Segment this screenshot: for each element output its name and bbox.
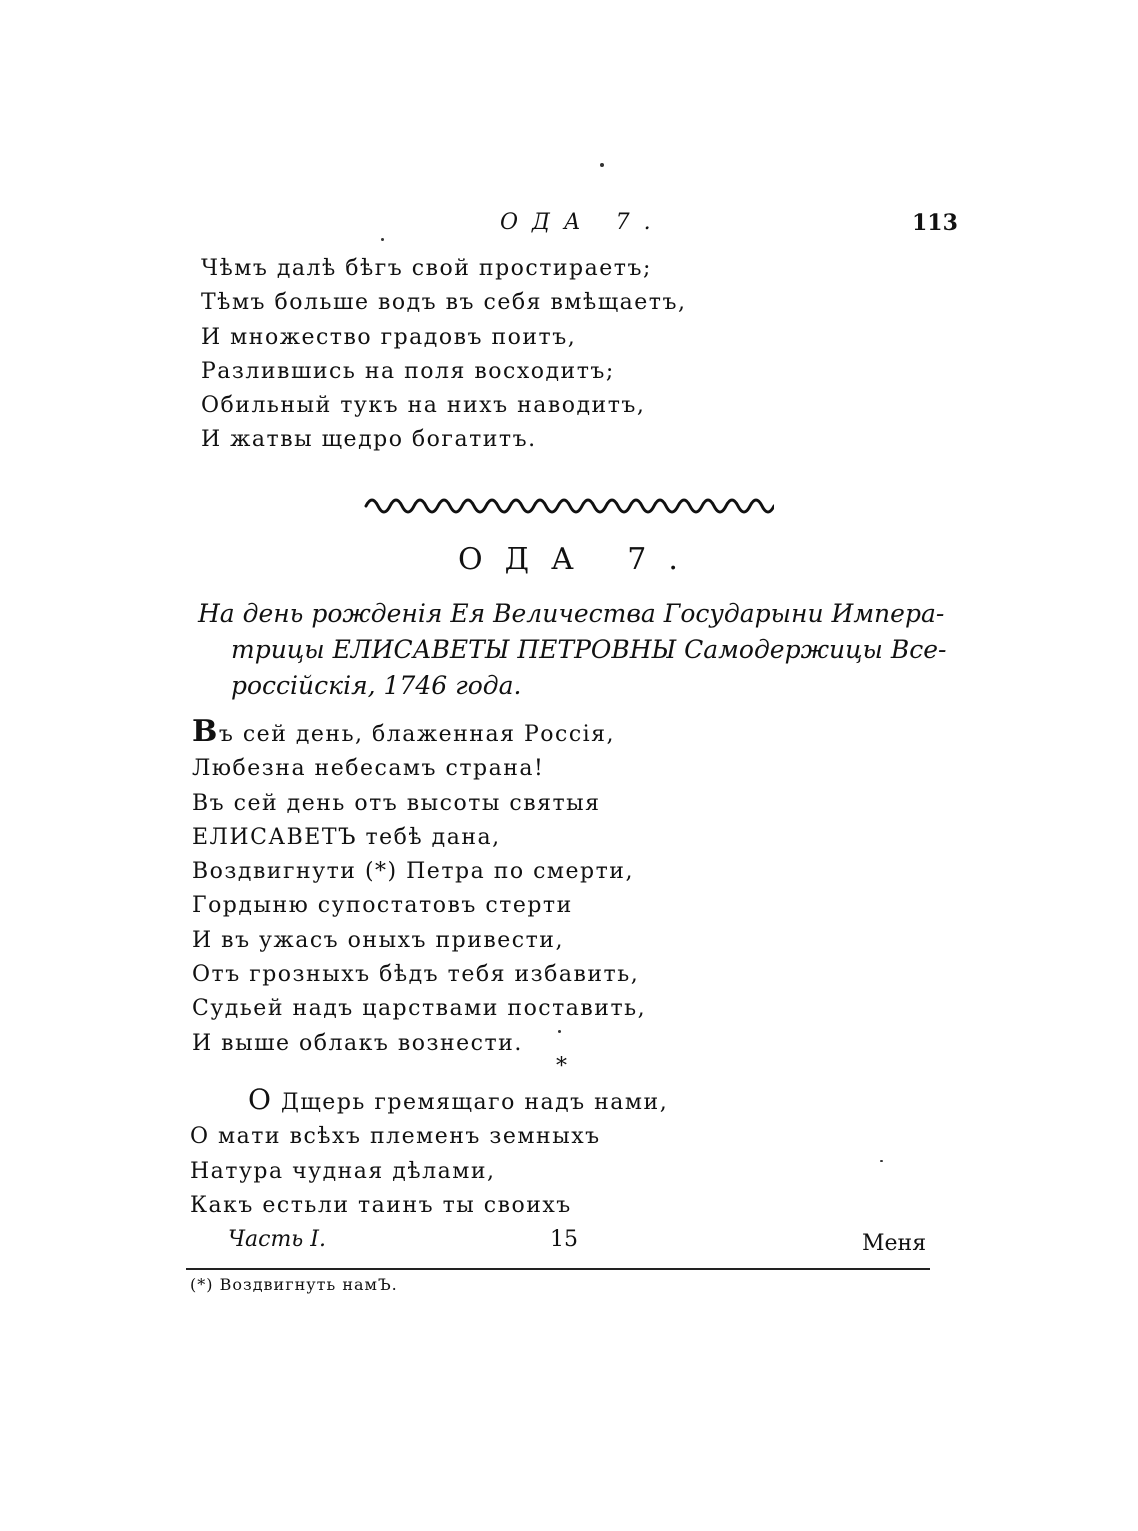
verse-line: И въ ужасъ оныхъ привести, <box>192 927 564 953</box>
running-title: ОДА 7. <box>500 210 665 235</box>
verse-line: Разлившись на поля восходитъ; <box>201 358 615 384</box>
verse-line: Натура чудная дѣлами, <box>190 1158 496 1184</box>
verse-line: Гордыню супостатовъ стерти <box>192 893 573 919</box>
stanza-2 <box>190 1083 668 1223</box>
verse-line: И множество градовъ поитъ, <box>201 324 577 350</box>
catchword: Меня <box>862 1231 927 1256</box>
verse-line: Какъ естьли таинъ ты своихъ <box>190 1192 572 1218</box>
verse-line <box>192 715 646 752</box>
verse-line: О мати всѣхъ племенъ земныхъ <box>190 1124 601 1150</box>
sheet-number: 15 <box>550 1227 578 1252</box>
ode-title: ОДА 7. <box>458 542 700 577</box>
verse-line: И жатвы щедро богатитъ. <box>201 427 537 453</box>
verse-line: Любезна небесамъ страна! <box>192 756 545 782</box>
print-speck <box>558 1030 561 1033</box>
verse-line <box>190 1083 668 1120</box>
stanza-separator: * <box>556 1054 567 1079</box>
subtitle-line: россійскія, 1746 года. <box>231 671 522 700</box>
subtitle-line: На день рожденія Ея Величества Государыни Импера- <box>198 599 945 628</box>
verse-line: Чѣмъ далѣ бѣгъ свой простираетъ; <box>201 256 652 281</box>
verse-line: Тѣмъ больше водъ въ себя вмѣщаетъ, <box>201 290 687 316</box>
page-number: 113 <box>912 210 958 236</box>
verse-line: Отъ грозныхъ бѣдъ тебя избавить, <box>192 962 640 988</box>
print-speck <box>880 1160 883 1162</box>
footnote-rule <box>186 1268 930 1270</box>
subtitle-line: трицы ЕЛИСАВЕТЫ ПЕТРОВНЫ Самодержицы Все- <box>231 635 947 664</box>
verse-line: ЕЛИСАВЕТЪ тебѣ дана, <box>192 824 501 850</box>
print-speck <box>381 238 384 241</box>
footnote: (*) Воздвигнуть намЪ. <box>190 1275 398 1294</box>
verse-line: Обильный тукъ на нихъ наводитъ, <box>201 393 646 419</box>
ornament-divider <box>360 488 774 524</box>
print-speck <box>600 163 604 167</box>
stanza-1 <box>192 715 646 1061</box>
verse-line: И выше облакъ вознести. <box>192 1030 523 1056</box>
verse-line: Судьей надъ царствами поставить, <box>192 996 647 1022</box>
verse-line: Въ сей день отъ высоты святыя <box>192 790 601 816</box>
verse-line-text: ъ сей день, блаженная Россія, <box>218 722 616 747</box>
stanza-top <box>201 252 686 458</box>
signature-mark: Часть I. <box>228 1227 326 1252</box>
verse-line: Воздвигнути (*) Петра по смерти, <box>192 859 634 885</box>
verse-line-text: Дщерь гремящаго надъ нами, <box>272 1090 669 1115</box>
ode-subtitle <box>198 596 946 704</box>
initial-letter: В <box>192 714 219 749</box>
initial-letter: О <box>248 1083 273 1116</box>
